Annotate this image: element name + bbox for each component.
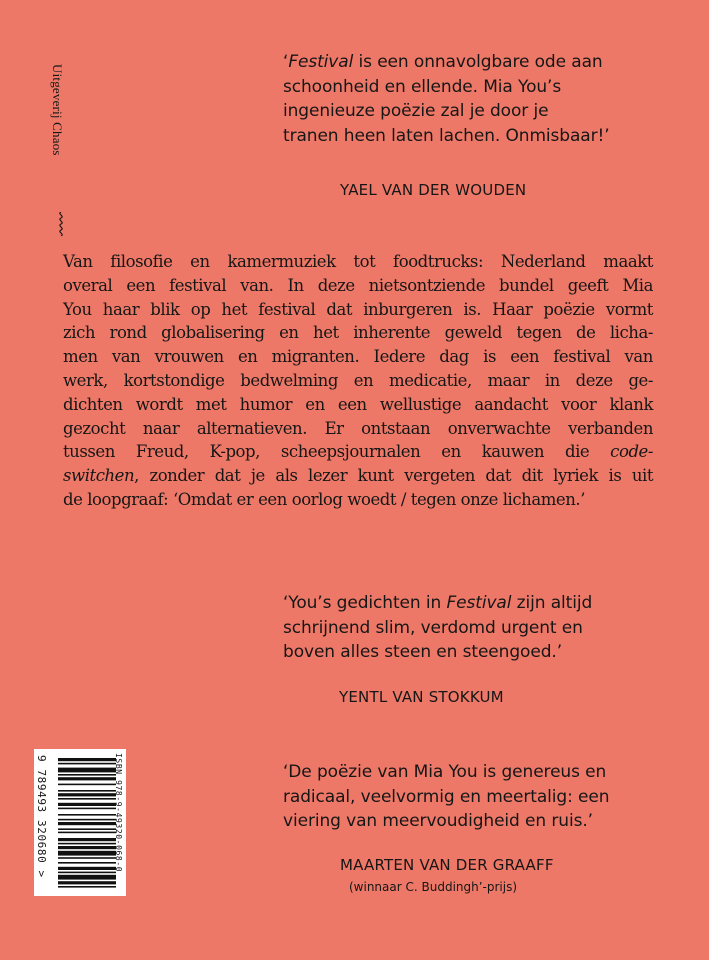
description-text: Van filosofie en kamermuziek tot foodtrucks: Nederland maakt	[63, 252, 653, 271]
description-text: tussen Freud, K-pop, scheepsjournalen en kauwen die	[63, 442, 611, 462]
description-line	[63, 321, 653, 345]
description-line	[63, 298, 653, 322]
quote-1-line	[283, 75, 610, 100]
quote-2-text: schrijnend slim, verdomd urgent en	[283, 617, 583, 638]
book-description	[63, 250, 653, 512]
description-italic-text: code-	[610, 442, 653, 462]
isbn-text: ISBN 978-9-49320-068-0	[114, 753, 123, 873]
quote-1-line	[283, 50, 610, 75]
quote-1-italic-text: Festival	[288, 52, 354, 72]
description-line	[63, 345, 653, 369]
review-quote-3	[283, 760, 609, 834]
description-text: overal een festival van. In deze nietsontziende bundel geeft Mia	[63, 275, 653, 295]
review-quote-1	[283, 50, 610, 148]
description-line	[63, 488, 653, 512]
quote-1-text: schoonheid en ellende. Mia You’s	[283, 76, 562, 97]
quote-2-line	[283, 616, 592, 641]
review-author-3-note: (winnaar C. Buddingh’-prijs)	[349, 880, 518, 894]
description-text: gezocht naar alternatieven. Er ontstaan onverwachte verbanden	[63, 418, 653, 438]
description-line	[63, 440, 653, 464]
description-text: men van vrouwen en migranten. Iedere dag is een festival van	[63, 347, 653, 367]
description-text: zich rond globalisering en het inherente geweld tegen de licha-	[63, 323, 653, 343]
quote-3-text: radicaal, veelvormig en meertalig: een	[283, 786, 610, 807]
quote-2-line	[283, 591, 592, 616]
description-text: You haar blik op het festival dat inburgeren is. Haar poëzie vormt	[63, 299, 653, 319]
quote-1-text: is een onnavolgbare ode aan	[353, 52, 603, 72]
quote-3-text: viering van meervoudigheid en ruis.’	[283, 811, 593, 831]
quote-1-text: ingenieuze poëzie zal je door je	[283, 101, 549, 121]
description-text: werk, kortstondige bedwelming en medicatie, maar in deze ge-	[63, 370, 653, 390]
description-line	[63, 464, 653, 488]
review-author-2: YENTL VAN STOKKUM	[339, 688, 504, 706]
description-line	[63, 274, 653, 298]
review-author-1: YAEL VAN DER WOUDEN	[340, 181, 527, 199]
quote-2-line	[283, 640, 592, 665]
quote-1-text: tranen heen laten lachen. Onmisbaar!’	[283, 125, 610, 146]
quote-2-text: zijn altijd	[511, 593, 593, 613]
quote-2-text: boven alles steen en steengoed.’	[283, 642, 562, 662]
quote-1-text: ‘	[283, 52, 289, 72]
isbn-barcode	[34, 749, 126, 896]
description-line	[63, 393, 653, 417]
description-text: de loopgraaf: ‘Omdat er een oorlog woedt / tegen onze lichamen.’	[63, 489, 585, 509]
review-quote-2	[283, 591, 592, 665]
review-author-3: MAARTEN VAN DER GRAAFF	[340, 856, 554, 874]
quote-2-text: ‘You’s gedichten in	[283, 593, 447, 613]
description-text: , zonder dat je als lezer kunt vergeten dat dit lyriek is uit	[134, 466, 653, 486]
isbn-digits: 9 789493 320680 >	[35, 755, 48, 878]
quote-1-line	[283, 99, 610, 124]
description-line	[63, 369, 653, 393]
description-line	[63, 250, 653, 274]
quote-1-line	[283, 124, 610, 149]
quote-3-line	[283, 785, 609, 810]
publisher-name: Uitgeverij Chaos	[50, 64, 65, 156]
description-line	[63, 417, 653, 441]
quote-3-line	[283, 760, 609, 785]
description-text: dichten wordt met humor en een wellustige aandacht voor klank	[63, 394, 653, 414]
quote-3-text: ‘De poëzie van Mia You is genereus en	[283, 762, 607, 782]
publisher-imprint	[48, 34, 68, 204]
description-italic-text: switchen	[63, 466, 135, 486]
publisher-logo-wave	[56, 212, 66, 236]
quote-3-line	[283, 809, 609, 834]
quote-2-italic-text: Festival	[446, 593, 512, 613]
